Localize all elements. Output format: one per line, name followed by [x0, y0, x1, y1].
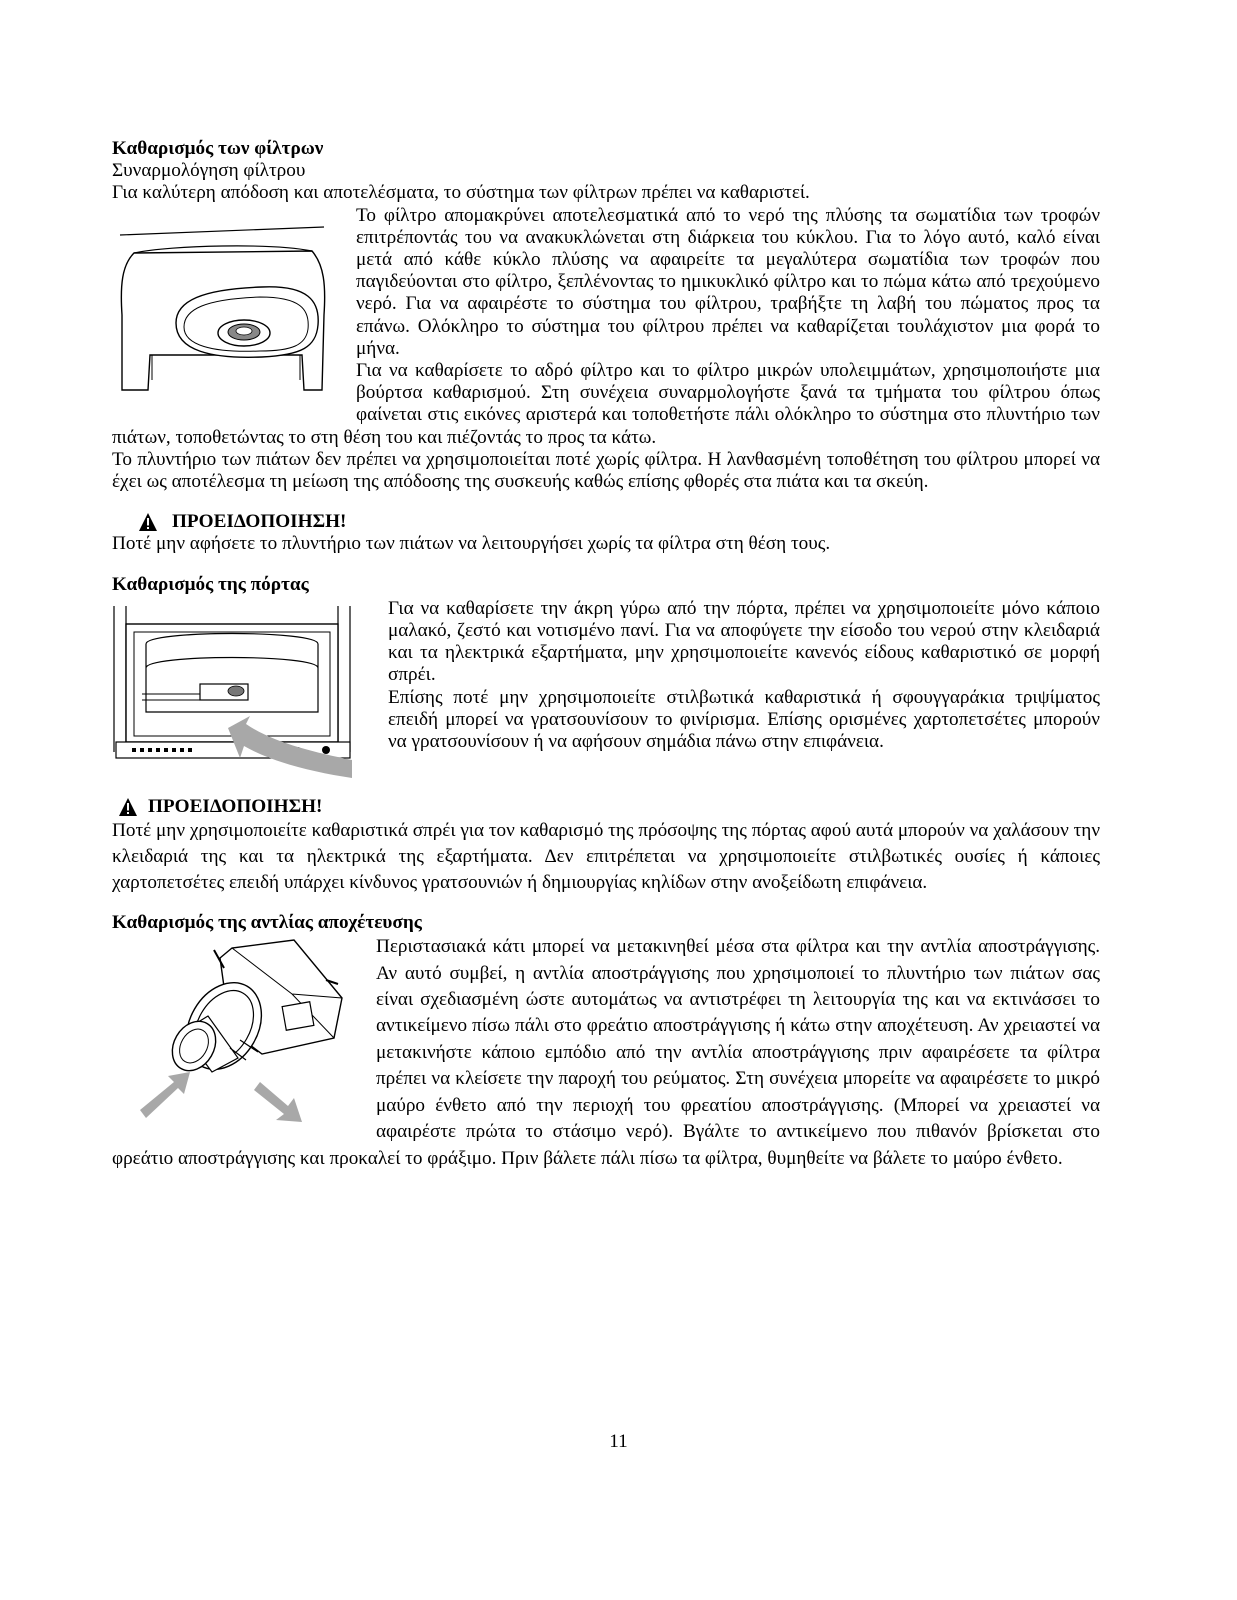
door-paragraph-2: Επίσης ποτέ μην χρησιμοποιείτε στιλβωτικά καθαριστικά ή σφουγγαράκια τριψίματος επειδή μπορεί να γρατσουνίσουν το φινίρισμα. Επίσης ορισμένες χαρτοπετσέτες μπορούν να γρατσουνίσουν ή να αφήσουν σημάδια πάνω στην επιφάνεια.	[388, 686, 1100, 753]
filters-intro: Για καλύτερη απόδοση και αποτελέσματα, το σύστημα των φίλτρων πρέπει να καθαριστεί.	[112, 182, 810, 204]
filters-paragraph-3: Το πλυντήριο των πιάτων δεν πρέπει να χρησιμοποιείται ποτέ χωρίς φίλτρα. Η λανθασμένη τοποθέτηση του φίλτρου μπορεί να έχει ως αποτέλεσμα τη μείωση της απόδοσης της συσκευής καθώς επίσης φθορές στα πιάτα και τα σκεύη.	[112, 448, 1100, 493]
warning-title-1: ΠΡΟΕΙΔΟΠΟΙΗΣΗ!	[172, 511, 347, 533]
warning-triangle-icon	[138, 512, 158, 532]
section-title-filters: Καθαρισμός των φίλτρων	[112, 138, 324, 159]
filters-paragraph-2: Για να καθαρίσετε το αδρό φίλτρο και το φίλτρο μικρών υπολειμμάτων, χρησιμοποιήστε μια βούρτσα καθαρισμού. Στη συνέχεια συναρμολογήστε ξανά τα τμήματα του φίλτρου όπως φαίνεται στις εικόνες αριστερά και τοποθετήστε πάλι ολόκληρο το σύστημα στο πλυντήριο των πιάτων, τοποθετώντας το στη θέση του και πιέζοντάς το προς τα κάτω.	[112, 360, 1100, 448]
filter-illustration	[112, 205, 356, 405]
warning-text-1: Ποτέ μην αφήσετε το πλυντήριο των πιάτων να λειτουργήσει χωρίς τα φίλτρα στη θέση τους.	[112, 533, 831, 555]
warning-title-2: ΠΡΟΕΙΔΟΠΟΙΗΣΗ!	[148, 795, 323, 817]
warning-heading-1	[112, 511, 1100, 533]
section-subtitle-filter-assembly: Συναρμολόγηση φίλτρου	[112, 160, 306, 182]
page-number: 11	[609, 1431, 628, 1452]
drain-pump-paragraph: Περιστασιακά κάτι μπορεί να μετακινηθεί μέσα στα φίλτρα και την αντλία αποστράγγισης. Αν αυτό συμβεί, η αντλία αποστράγγισης που χρησιμοποιεί το πλυντήριο των πιάτων σας είναι σχεδιασμένη ώστε αυτομάτως να αντιστρέφει τη λειτουργία της και να εκτινάσσει το αντικείμενο πίσω πάλι στο φρεάτιο αποστράγγισης ή κάτω στην αποχέτευση. Αν χρειαστεί να μετακινήστε κάποιο εμπόδιο από την αντλία αποστράγγισης πριν αφαιρέσετε τα φίλτρα πρέπει να κλείσετε την παροχή του ρεύματος. Στη συνέχεια μπορείτε να αφαιρέσετε το μικρό μαύρο ένθετο από την περιοχή του φρεατίου αποστράγγισης. (Μπορεί να χρειαστεί να αφαιρέστε πρώτα το στάσιμο νερό). Βγάλτε το αντικείμενο που πιθανόν βρίσκεται στο φρεάτιο αποστράγγισης και προκαλεί το φράξιμο. Πριν βάλετε πάλι πίσω τα φίλτρα, θυμηθείτε να βάλετε το μαύρο ένθετο.	[112, 936, 1100, 1169]
door-illustration	[112, 602, 388, 780]
drain-pump-illustration	[112, 934, 376, 1142]
warning-heading-2	[112, 796, 1100, 818]
section-title-door: Καθαρισμός της πόρτας	[112, 573, 309, 595]
filters-paragraph-1: Το φίλτρο απομακρύνει αποτελεσματικά από το νερό της πλύσης τα σωματίδια των τροφών επιτρέποντάς του να ανακυκλώνεται στη διάρκεια του κύκλου. Για το λόγο αυτό, καλό είναι μετά από κάθε κύκλο πλύσης να αφαιρείτε τα μεγαλύτερα σωματίδια των τροφών που παγιδεύονται στο φίλτρο, ξεπλένοντας το ημικυκλικό φίλτρο και το πώμα κάτω από τρεχούμενο νερό. Για να αφαιρέστε το σύστημα του φίλτρου, τραβήξτε τη λαβή του πώματος προς τα επάνω. Ολόκληρο το σύστημα του φίλτρου πρέπει να καθαρίζεται τουλάχιστον μια φορά το μήνα.	[356, 204, 1100, 359]
warning-text-2: Ποτέ μην χρησιμοποιείτε καθαριστικά σπρέι για τον καθαρισμό της πρόσοψης της πόρτας αφού αυτά μπορούν να χαλάσουν την κλειδαριά της και τα ηλεκτρικά της εξαρτήματα. Δεν επιτρέπεται να χρησιμοποιείτε στιλβωτικές ουσίες ή κάποιες χαρτοπετσέτες επειδή υπάρχει κίνδυνος γρατσουνιών ή δημιουργίας κηλίδων στην ανοξείδωτη επιφάνεια.	[112, 820, 1100, 894]
section-title-drain-pump: Καθαρισμός της αντλίας αποχέτευσης	[112, 912, 422, 934]
door-paragraph-1: Για να καθαρίσετε την άκρη γύρω από την πόρτα, πρέπει να χρησιμοποιείτε μόνο κάποιο μαλακό, ζεστό και νοτισμένο πανί. Για να αποφύγετε την είσοδο του νερού στην κλειδαριά και τα ηλεκτρικά εξαρτήματα, μην χρησιμοποιείτε κανενός είδους καθαριστικό σε μορφή σπρέι.	[388, 597, 1100, 686]
page-content	[112, 138, 1100, 1172]
warning-triangle-icon	[118, 797, 138, 817]
